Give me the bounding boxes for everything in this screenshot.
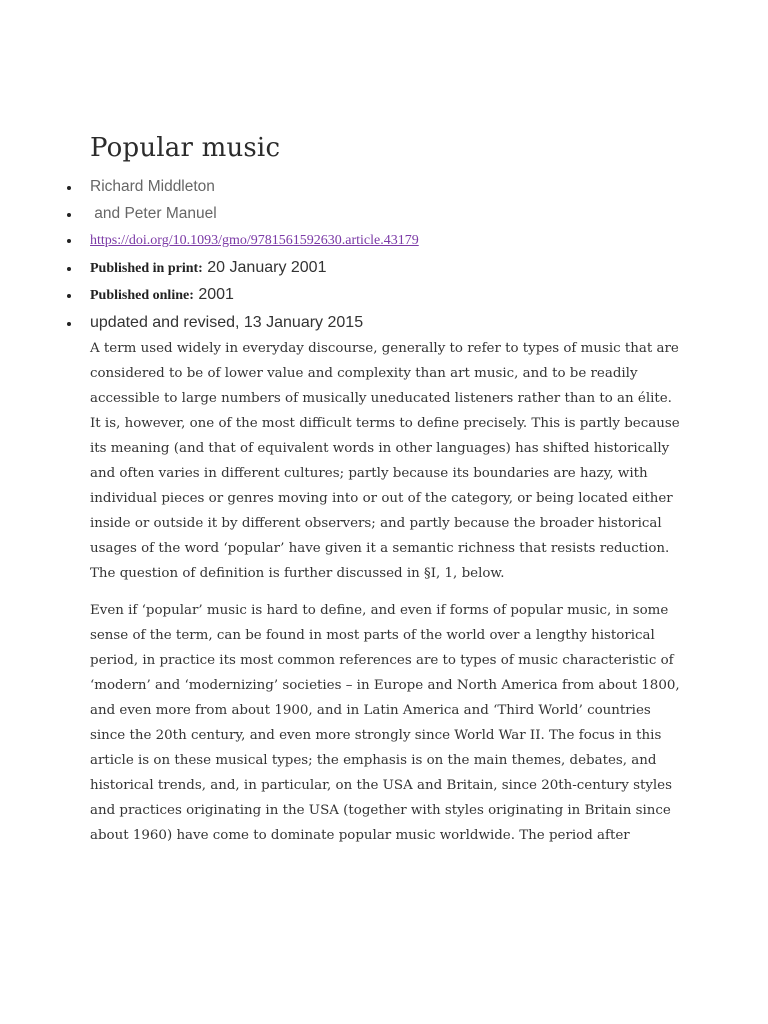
doi-link[interactable]: https://doi.org/10.1093/gmo/9781561592630.article.43179 [90,233,419,248]
body-paragraph: A term used widely in everyday discourse, generally to refer to types of music that are considered to be of lower value and complexity than art music, and to be readily accessible to large numbers of musically uneducated listeners rather than to an élite. It is, however, one of the most difficult terms to define precisely. This is partly because its meaning (and that of equivalent words in other languages) has shifted historically and often varies in different cultures; partly because its boundaries are hazy, with individual pieces or genres moving into or out of the category, or being located either inside or outside it by different observers; and partly because the broader historical usages of the word ‘popular’ have given it a semantic richness that resists reduction. The question of definition is further discussed in §I, 1, below. [90,341,680,581]
author-item [90,174,682,201]
published-print-item [90,255,682,283]
published-print-value: 20 January 2001 [202,258,327,276]
article-title: Popular music [90,133,281,163]
published-print-label: Published in print: [90,260,203,276]
doi-item [90,227,682,255]
body-paragraph: Even if ‘popular’ music is hard to define, and even if forms of popular music, in some sense of the term, can be found in most parts of the world over a lengthy historical period, in practice its most common references are to types of music characteristic of ‘modern’ and ‘modernizing’ societies – in Europe and North America from about 1800, and even more from about 1900, and in Latin America and ‘Third World’ countries since the 20th century, and even more strongly since World War II. The focus in this article is on these musical types; the emphasis is on the main themes, debates, and historical trends, and, in particular, on the USA and Britain, since 20th-century styles and practices originating in the USA (together with styles originating in Britain since about 1960) have come to dominate popular music worldwide. The period after [90,603,680,843]
author-name[interactable]: and Peter Manuel [90,204,217,222]
article-metadata-list [90,174,682,336]
author-item [90,201,682,228]
published-online-item [90,282,682,310]
published-online-value: 2001 [193,286,234,303]
updated-text: updated and revised, 13 January 2015 [90,313,364,331]
author-name[interactable]: Richard Middleton [90,178,215,195]
updated-item [90,310,682,337]
published-online-label: Published online: [90,288,194,303]
article [90,130,682,860]
